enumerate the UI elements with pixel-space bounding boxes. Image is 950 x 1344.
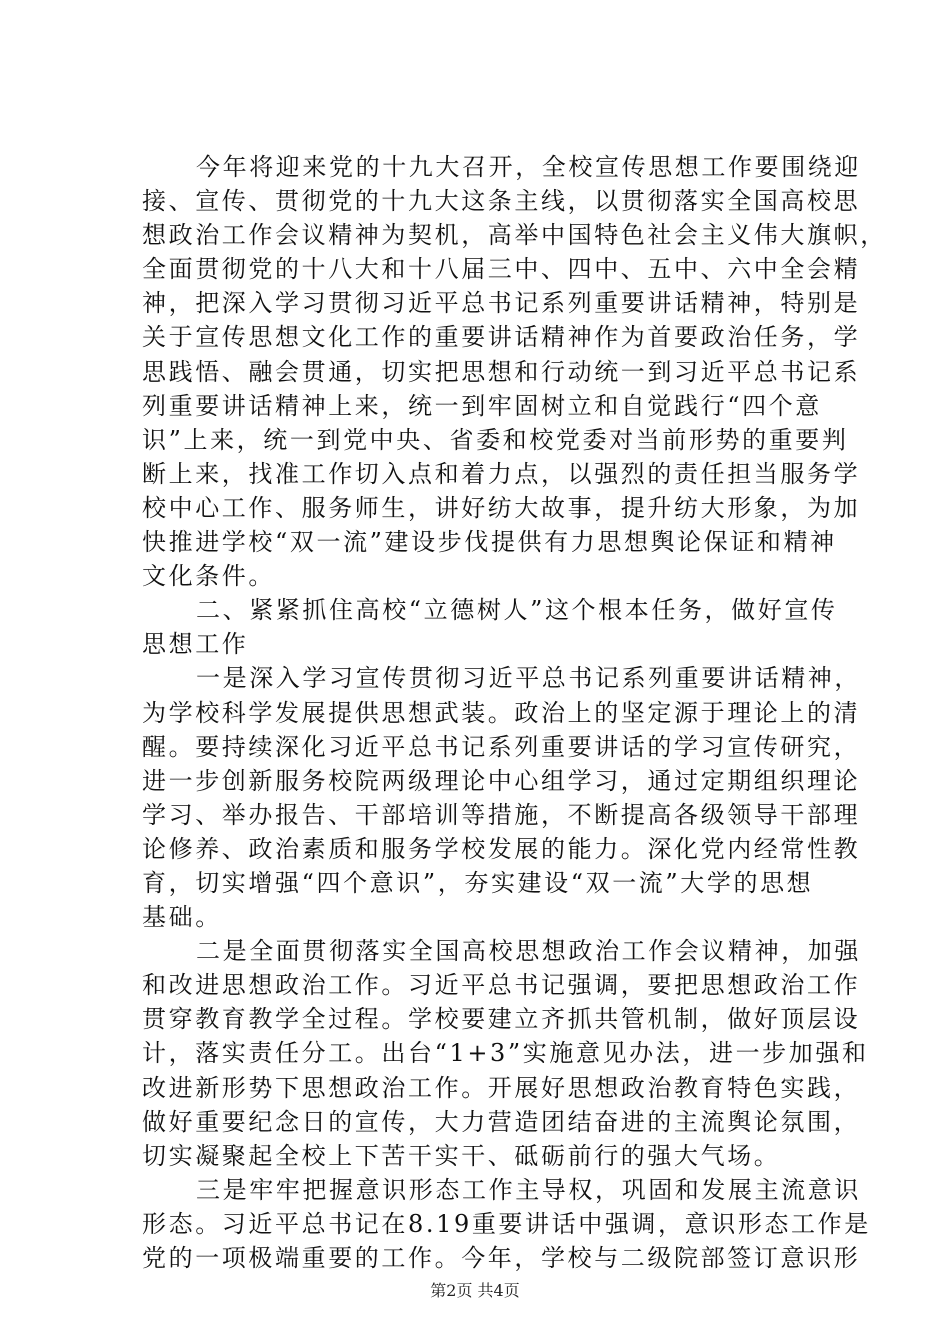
text-line: 神，把深入学习贯彻习近平总书记系列重要讲话精神，特别是 xyxy=(142,289,861,318)
text-line: 党的一项极端重要的工作。今年，学校与二级院部签订意识形 xyxy=(142,1244,861,1272)
paragraph xyxy=(142,150,887,593)
text-line: 文化条件。 xyxy=(142,562,275,591)
text-line: 贯穿教育教学全过程。学校要建立齐抓共管机制，做好顶层设 xyxy=(142,1005,861,1034)
text-line: 快推进学校“双一流”建设步伐提供有力思想舆论保证和精神 xyxy=(142,528,837,557)
text-line: 学习、举办报告、干部培训等措施，不断提高各级领导干部理 xyxy=(142,800,861,829)
paragraph xyxy=(142,1173,871,1275)
text-line: 三是牢牢把握意识形态工作主导权，巩固和发展主流意识 xyxy=(196,1175,861,1204)
text-line: 育，切实增强“四个意识”，夯实建设“双一流”大学的思想 xyxy=(142,868,814,897)
text-line: 醒。要持续深化习近平总书记系列重要讲话的学习宣传研究， xyxy=(142,732,861,761)
text-line: 切实凝聚起全校上下苦干实干、砥砺前行的强大气场。 xyxy=(142,1141,781,1170)
text-line: 识”上来，统一到党中央、省委和校党委对当前形势的重要判 xyxy=(142,425,849,454)
text-line: 做好重要纪念日的宣传，大力营造团结奋进的主流舆论氛围， xyxy=(142,1107,861,1136)
text-line: 断上来，找准工作切入点和着力点，以强烈的责任担当服务学 xyxy=(142,459,861,488)
text-line: 一是深入学习宣传贯彻习近平总书记系列重要讲话精神， xyxy=(196,664,861,693)
text-line: 思想工作 xyxy=(142,630,249,659)
text-line: 二是全面贯彻落实全国高校思想政治工作会议精神，加强 xyxy=(196,937,861,966)
text-line: 二、紧紧抓住高校“立德树人”这个根本任务，做好宣传 xyxy=(196,596,838,625)
text-line: 校中心工作、服务师生，讲好纺大故事，提升纺大形象，为加 xyxy=(142,493,861,522)
text-line: 为学校科学发展提供思想武装。政治上的坚定源于理论上的清 xyxy=(142,698,861,727)
text-line: 思践悟、融会贯通，切实把思想和行动统一到习近平总书记系 xyxy=(142,357,861,386)
text-line: 论修养、政治素质和服务学校发展的能力。深化党内经常性教 xyxy=(142,834,861,863)
text-line: 全面贯彻党的十八大和十八届三中、四中、五中、六中全会精 xyxy=(142,255,861,284)
text-line: 接、宣传、贯彻党的十九大这条主线，以贯彻落实全国高校思 xyxy=(142,187,861,216)
text-line: 想政治工作会议精神为契机，高举中国特色社会主义伟大旗帜， xyxy=(142,221,887,250)
text-line: 和改进思想政治工作。习近平总书记强调，要把思想政治工作 xyxy=(142,971,861,1000)
text-line: 形态。习近平总书记在8.19重要讲话中强调，意识形态工作是 xyxy=(142,1209,871,1238)
paragraph xyxy=(142,934,869,1173)
paragraph xyxy=(142,593,842,661)
text-line: 基础。 xyxy=(142,903,222,932)
text-line: 进一步创新服务校院两级理论中心组学习，通过定期组织理论 xyxy=(142,766,861,795)
text-line: 关于宣传思想文化工作的重要讲话精神作为首要政治任务，学 xyxy=(142,323,861,352)
text-line: 今年将迎来党的十九大召开，全校宣传思想工作要围绕迎 xyxy=(196,153,861,181)
text-line: 计，落实责任分工。出台“1+3”实施意见办法，进一步加强和 xyxy=(142,1039,869,1068)
page-footer: 第2页 共4页 xyxy=(430,1281,520,1300)
document-body xyxy=(142,150,887,1275)
paragraph xyxy=(142,661,861,934)
text-line: 改进新形势下思想政治工作。开展好思想政治教育特色实践， xyxy=(142,1073,861,1102)
text-line: 列重要讲话精神上来，统一到牢固树立和自觉践行“四个意 xyxy=(142,391,822,420)
